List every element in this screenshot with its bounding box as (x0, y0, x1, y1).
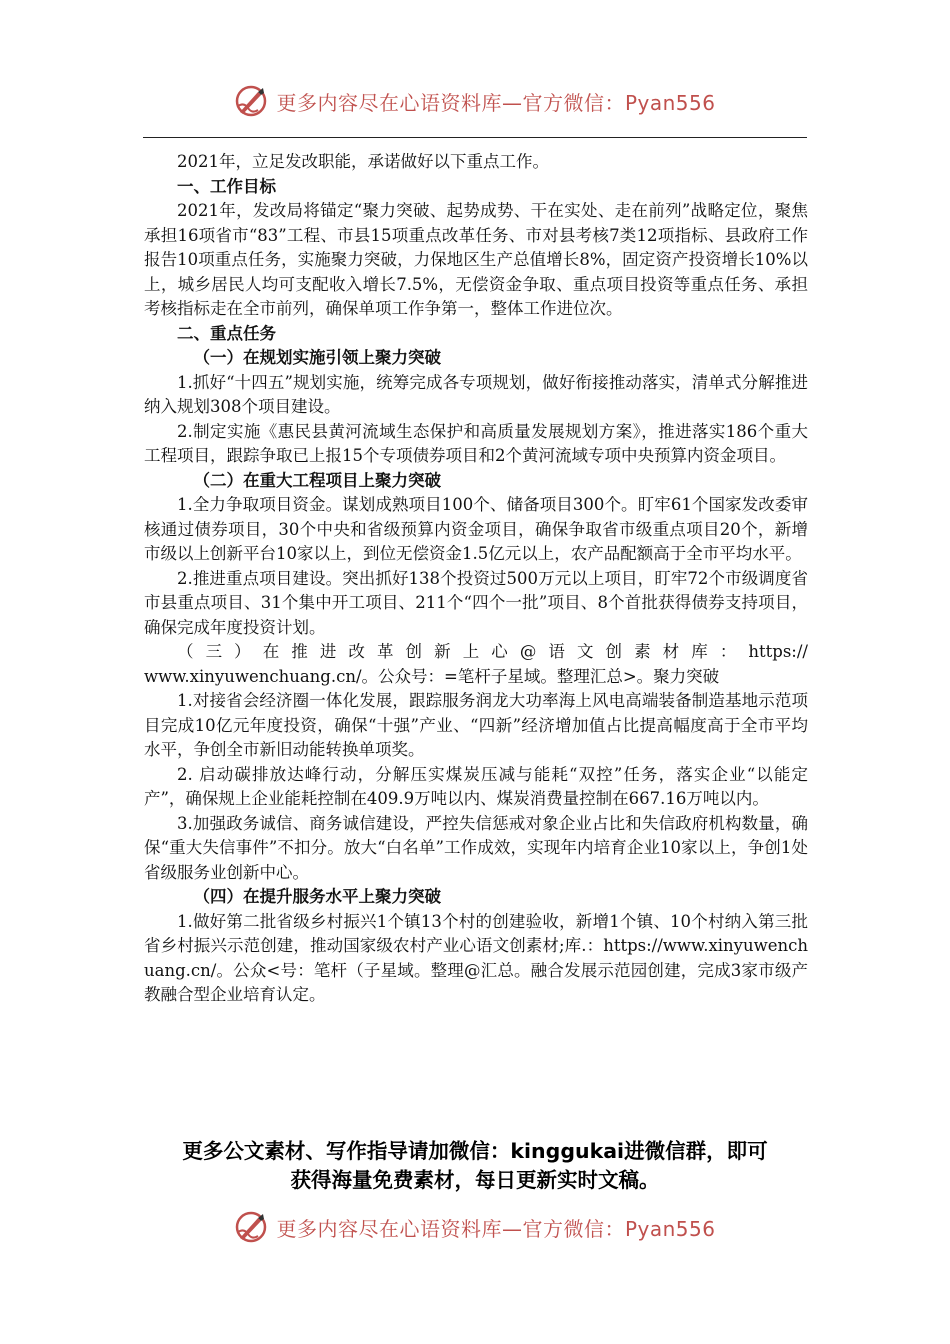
planning-paragraph-1: 1.抓好“十四五”规划实施，统筹完成各专项规划，做好衔接推动落实，清单式分解推进纳入规划308个项目建设。 (144, 372, 808, 416)
subsection-heading-reform-line1: （三）在推进改革创新上心@语文创素材库：https:// (177, 642, 808, 661)
footer-banner-text: 更多内容尽在心语资料库—官方微信：Pyan556 (276, 1216, 716, 1241)
planning-paragraph-2: 2.制定实施《惠民县黄河流域生态保护和高质量发展规划方案》，推进落实186个重大工程项目，跟踪争取已上报15个专项债券项目和2个黄河流域专项中央预算内资金项目。 (144, 421, 808, 465)
header-banner-text: 更多内容尽在心语资料库—官方微信：Pyan556 (276, 90, 716, 115)
promo-line-1: 更多公文素材、写作指导请加微信：kinggukai进微信群，即可 (182, 1139, 768, 1163)
projects-paragraph-1: 1.全力争取项目资金。谋划成熟项目100个、储备项目300个。盯牢61个国家发改委审核通过债券项目，30个中央和省级预算内资金项目，确保争取省市级重点项目20个，新增市级以上创新平台10家以上，到位无偿资金1.5亿元以上，农产品配额高于全市平均水平。 (144, 495, 808, 563)
service-paragraph-1: 1.做好第二批省级乡村振兴1个镇13个村的创建验收，新增1个镇、10个村纳入第三批省乡村振兴示范创建，推动国家级农村产业心语文创素材;库.：https://www.xinyuwenchuang.cn/。公众<号：笔杆（子星域。整理@汇总。融合发展示范园创建，完成3家市级产教融合型企业培育认定。 (144, 911, 808, 1004)
goals-paragraph: 2021年，发改局将锚定“聚力突破、起势成势、干在实处、走在前列”战略定位，聚焦承担16项省市“83”工程、市县15项重点改革任务、市对县考核7类12项指标、县政府工作报告10项重点任务，实施聚力突破，力保地区生产总值增长8%，固定资产投资增长10%以上，城乡居民人均可支配收入增长7.5%，无偿资金争取、重点项目投资等重点任务、承担考核指标走在全市前列，确保单项工作争第一，整体工作进位次。 (144, 201, 808, 318)
promo-line-2: 获得海量免费素材，每日更新实时文稿。 (290, 1168, 660, 1192)
reform-paragraph-3: 3.加强政务诚信、商务诚信建设，严控失信惩戒对象企业占比和失信政府机构数量，确保“重大失信事件”不扣分。放大“白名单”工作成效，实现年内培育企业10家以上，争创1处省级服务业创新中心。 (144, 813, 808, 882)
reform-paragraph-2: 2. 启动碳排放达峰行动，分解压实煤炭压减与能耗“双控”任务，落实企业“以能定产”，确保规上企业能耗控制在409.9万吨以内、煤炭消费量控制在667.16万吨以内。 (144, 764, 808, 808)
intro-paragraph: 2021年，立足发改职能，承诺做好以下重点工作。 (177, 152, 549, 171)
pen-ribbon-logo-icon (234, 84, 268, 118)
reform-paragraph-1: 1.对接省会经济圈一体化发展，跟踪服务润龙大功率海上风电高端装备制造基地示范项目完成10亿元年度投资，确保“十强”产业、“四新”经济增加值占比提高幅度高于全市平均水平，争创全市新旧动能转换单项奖。 (144, 691, 808, 759)
section-heading-goals: 一、工作目标 (177, 176, 276, 196)
subsection-heading-service: （四）在提升服务水平上聚力突破 (193, 887, 441, 906)
projects-paragraph-2: 2.推进重点项目建设。突出抓好138个投资过500万元以上项目，盯牢72个市级调度省市县重点项目、31个集中开工项目、211个“四个一批”项目、8个首批获得债券支持项目，确保完成年度投资计划。 (144, 568, 808, 637)
subsection-heading-reform-line2: www.xinyuwenchuang.cn/。公众号：=笔杆子星域。整理汇总>。聚力突破 (144, 666, 720, 686)
pen-ribbon-logo-icon (234, 1210, 268, 1244)
footer-banner (0, 1210, 950, 1244)
section-heading-tasks: 二、重点任务 (177, 323, 276, 343)
subsection-heading-planning: （一）在规划实施引领上聚力突破 (193, 348, 441, 367)
document-body (144, 150, 808, 1008)
header-divider (143, 137, 807, 138)
subsection-heading-projects: （二）在重大工程项目上聚力突破 (193, 470, 441, 490)
header-banner (0, 84, 950, 118)
promo-notice (124, 1137, 826, 1195)
